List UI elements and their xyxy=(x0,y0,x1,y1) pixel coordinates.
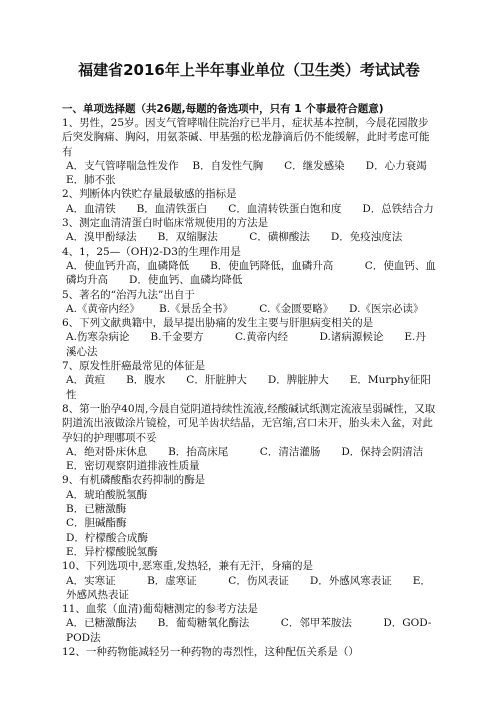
answer-options: E．异柠檬酸脱氢酶 xyxy=(66,545,158,558)
exam-title: 福建省2016年上半年事业单位（卫生类）考试试卷 xyxy=(78,61,420,79)
question-stem: 11、血浆（血清)葡萄糖测定的参考方法是 xyxy=(62,603,258,616)
answer-options: A．绝对卧床休息 B．抬高床尾 C．清洁灌肠 D．保持会阴清洁 E．密切观察阴道排液性质量 xyxy=(66,445,434,473)
answer-options: C．胆碱酯酶 xyxy=(66,517,127,530)
question-stem: 9、有机磷酸酯农药抑制的酶是 xyxy=(62,474,206,487)
question-stem: 7、原发性肝癌最常见的体征是 xyxy=(62,360,206,373)
answer-options: A．黄疸 B．腹水 C．肝脏肿大 D．脾脏肿大 E．Murphy征阳性 xyxy=(66,374,431,401)
question-stem: 10、下列选项中,恶寒重,发热轻，兼有无汗，身痛的是 xyxy=(62,560,314,573)
answer-options: A.《黄帝内经》 B.《景岳全书》 C.《金匮要略》 D.《医宗必读》 xyxy=(66,302,424,315)
question-stem: 12、一种药物能减轻另一种药物的毒烈性，这种配伍关系是（） xyxy=(62,645,359,658)
question-list xyxy=(62,116,448,659)
answer-options: A．琥珀酸脱氢酶 xyxy=(66,488,148,501)
answer-options: A．已糖激酶法 B．葡萄糖氧化酶法 C．邻甲苯胺法 D．GOD-POD法 xyxy=(66,617,432,644)
answer-options: A.伤寒杂病论 B.千金要方 C.黄帝内经 D.诸病源候论 E.丹溪心法 xyxy=(66,331,426,358)
answer-options: A．支气管哮喘急性发作 B．自发性气胸 C．继发感染 D．心力衰竭 E．肺不张 xyxy=(66,159,448,187)
question-stem: 2、判断体内铁贮存量最敏感的指标是 xyxy=(62,188,237,201)
document-page xyxy=(62,60,448,659)
question-stem: 8、第一胎孕40周,今晨自觉阴道持续性流液,经酸碱试纸测定流液呈弱碱性，又取阴道流出液做涂片镜检，可见羊齿状结晶，无宫缩,宫口未开，胎头未入盆，对此孕妇的护理哪项不妥 xyxy=(62,402,436,444)
answer-options: A．实寒证 B．虚寒证 C．伤风表证 D．外感风寒表证 E．外感风热表证 xyxy=(66,574,431,601)
question-stem: 1、男性，25岁。因支气管哮喘住院治疗已半月，症状基本控制，今晨花园散步后突发胸痛、胸闷，用氨茶碱、甲基强的松龙静滴后仍不能缓解，此时考虑可能有 xyxy=(62,117,430,158)
question-stem: 3、测定血清清蛋白时临床常规使用的方法是 xyxy=(62,217,269,230)
answer-options: B．已糖激酶 xyxy=(66,503,127,516)
answer-options: D．柠檬酸合成酶 xyxy=(66,531,148,544)
question-stem: 5、著名的“治泻九法”出自于 xyxy=(62,288,195,301)
answer-options: A．血清铁 B．血清铁蛋白 C．血清转铁蛋白饱和度 D．总铁结合力 xyxy=(66,202,434,215)
question-stem: 4、1，25—（OH)2-D3的生理作用是 xyxy=(62,245,241,258)
question-stem: 6、下列文献典籍中，最早提出胁痛的发生主要与肝胆病变相关的是 xyxy=(62,317,374,330)
answer-options: A．使血钙升高，血磷降低 B．使血钙降低，血磷升高 C．使血钙、血磷均升高 D．使血钙、血磷均降低 xyxy=(66,259,436,287)
answer-options: A．溴甲酚绿法 B．双缩脲法 C．磺柳酸法 D．免疫浊度法 xyxy=(66,231,403,244)
section-heading: 一、单项选择题（共26题,每题的备选项中，只有 1 个事最符合题意) xyxy=(62,103,384,115)
